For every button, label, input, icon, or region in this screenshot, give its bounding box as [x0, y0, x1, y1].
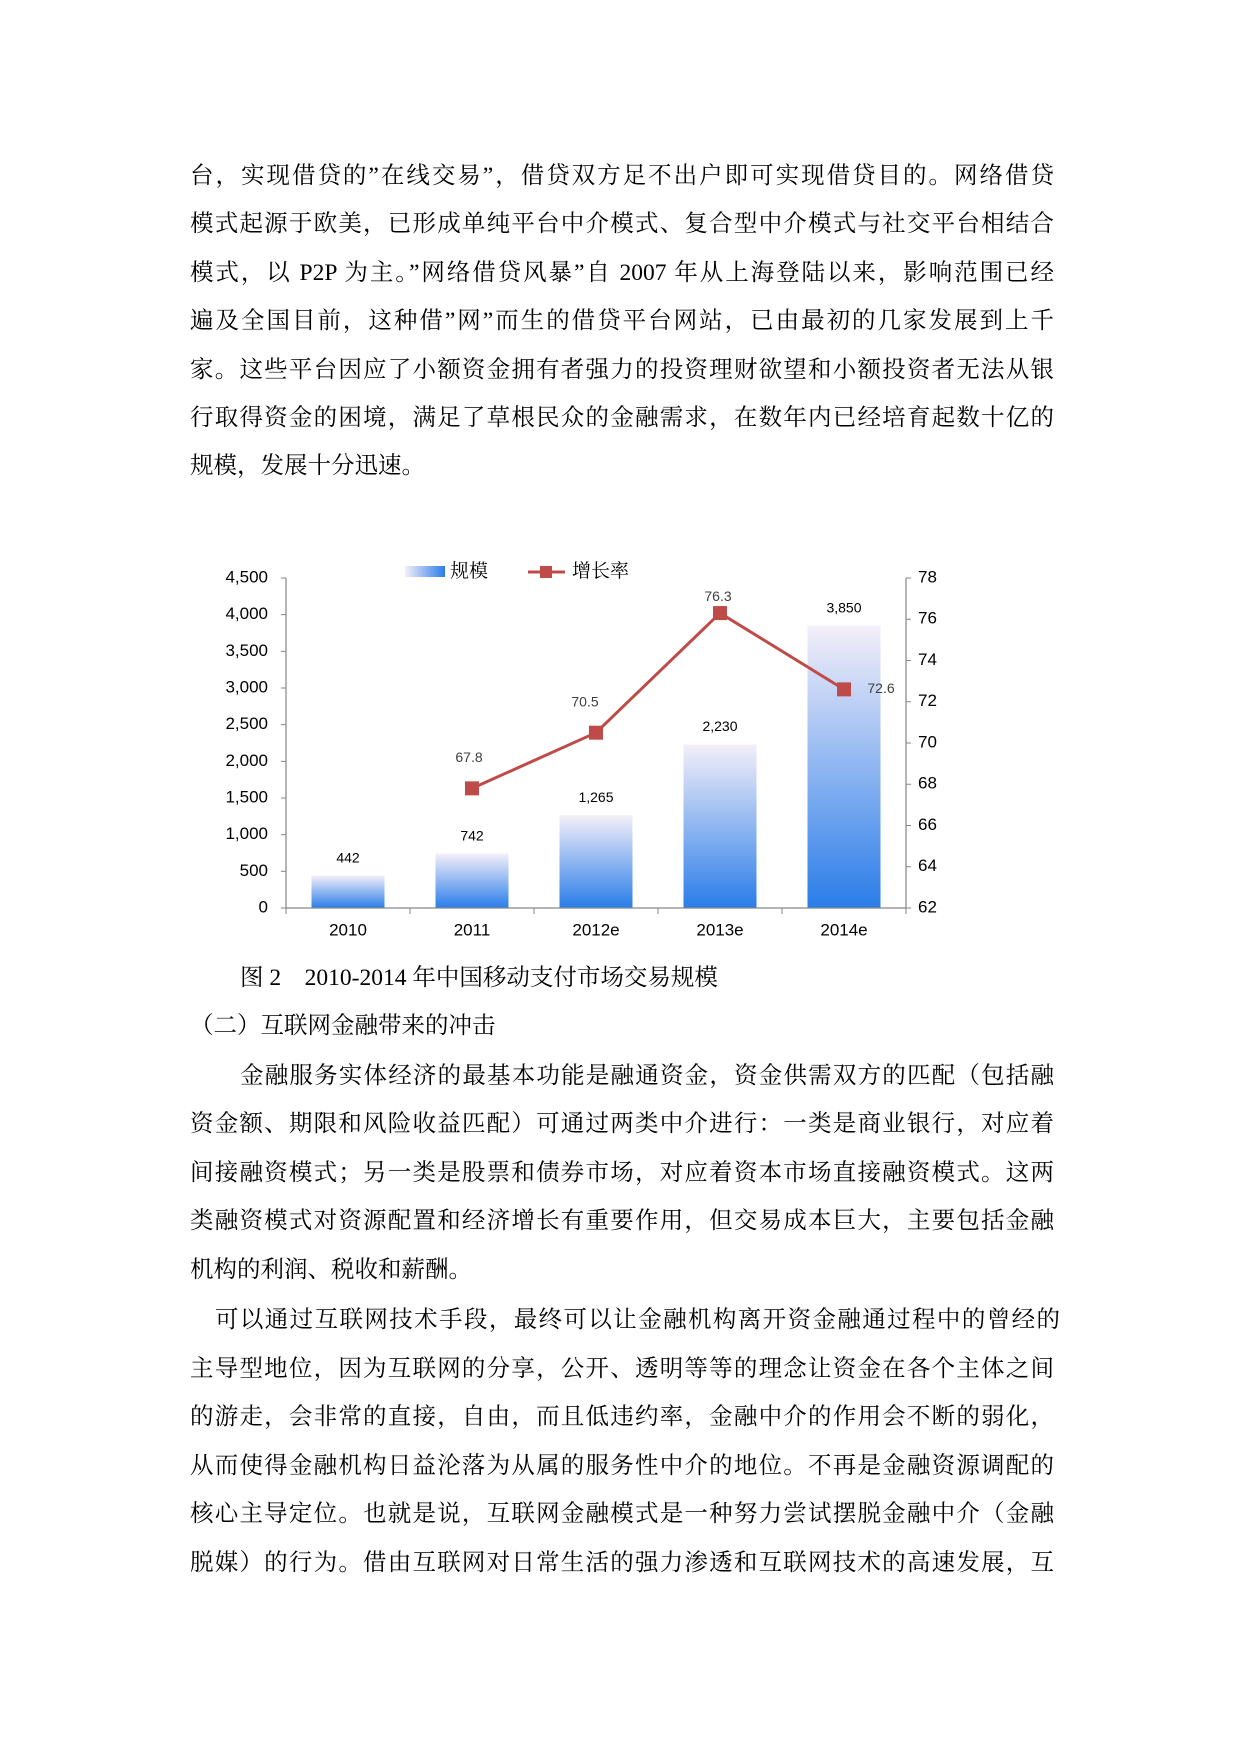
bar-value-label: 2,230 [702, 718, 738, 735]
bar-2013e [684, 744, 757, 908]
right-axis-tick-label: 68 [918, 773, 937, 793]
growth-rate-value-label: 72.6 [867, 680, 895, 697]
section-heading: （二）互联网金融带来的冲击 [190, 1013, 496, 1039]
bar-value-label: 742 [460, 827, 484, 844]
bar-2012e [560, 815, 633, 908]
x-axis-label: 2011 [453, 920, 491, 940]
paragraph-line: 规模，发展十分迅速。 [190, 453, 425, 480]
left-axis-tick-label: 4,500 [225, 567, 268, 587]
growth-rate-value-label: 76.3 [704, 587, 732, 604]
right-axis-tick-label: 78 [918, 567, 937, 587]
chart-legend [405, 560, 629, 582]
growth-rate-line [472, 613, 844, 788]
growth-rate-marker [713, 606, 727, 620]
paragraph-line: 从而使得金融机构日益沦落为从属的服务性中介的地位。不再是金融资源调配的 [190, 1452, 1054, 1479]
paragraph-line: 模式起源于欧美，已形成单纯平台中介模式、复合型中介模式与社交平台相结合 [190, 211, 1054, 238]
x-axis-label: 2012e [572, 920, 620, 940]
legend-swatch-bar [405, 566, 445, 577]
growth-rate-value-label: 67.8 [455, 749, 483, 766]
left-axis-tick-label: 4,000 [225, 604, 268, 624]
paragraph-p2p-lending [190, 152, 1054, 491]
paragraph-line: 模式，以 P2P 为主。”网络借贷风暴”自 2007 年从上海登陆以来，影响范围已经 [190, 259, 1054, 286]
paragraph-line: 金融服务实体经济的最基本功能是融通资金，资金供需双方的匹配（包括融 [240, 1063, 1054, 1089]
growth-rate-marker [589, 726, 603, 740]
right-axis-tick-label: 72 [918, 691, 937, 711]
bar-value-label: 442 [336, 849, 360, 866]
growth-rate-marker [465, 781, 479, 795]
bar-2011 [436, 854, 509, 908]
paragraph-line: 间接融资模式；另一类是股票和债券市场，对应着资本市场直接融资模式。这两 [190, 1159, 1054, 1186]
bar-value-label: 1,265 [578, 788, 614, 805]
paragraph-line: 家。这些平台因应了小额资金拥有者强力的投资理财欲望和小额投资者无法从银 [190, 356, 1054, 383]
legend-label-scale: 规模 [450, 561, 489, 583]
paragraph-line: 的游走，会非常的直接，自由，而且低违约率，金融中介的作用会不断的弱化， [190, 1404, 1054, 1430]
paragraph-line: 资金额、期限和风险收益匹配）可通过两类中介进行：一类是商业银行，对应着 [190, 1111, 1054, 1138]
bar-2014e [808, 626, 881, 908]
paragraph-line: 机构的利润、税收和薪酬。 [190, 1256, 472, 1283]
legend-label-growth-rate: 增长率 [572, 561, 630, 583]
x-axis-label: 2013e [696, 920, 744, 940]
right-axis-tick-label: 66 [918, 814, 937, 834]
growth-rate-marker [837, 682, 851, 696]
paragraph-line: 可以通过互联网技术手段，最终可以让金融机构离开资金融通过程中的曾经的 [215, 1307, 1060, 1333]
right-axis-tick-label: 70 [918, 732, 937, 752]
paragraph-disintermediation [190, 1296, 1060, 1587]
left-axis-tick-label: 1,000 [225, 824, 268, 844]
left-axis-tick-label: 3,000 [225, 677, 268, 697]
paragraph-financial-intermediation [190, 1052, 1054, 1294]
bar-value-label: 3,850 [826, 599, 862, 616]
paragraph-line: 脱媒）的行为。借由互联网对日常生活的强力渗透和互联网技术的高速发展，互 [190, 1549, 1054, 1576]
left-axis-tick-label: 0 [258, 897, 268, 917]
paragraph-line: 核心主导定位。也就是说，互联网金融模式是一种努力尝试摆脱金融中介（金融 [190, 1501, 1054, 1527]
mobile-payment-scale-chart [200, 545, 960, 955]
left-axis-tick-label: 500 [239, 860, 268, 880]
right-axis-tick-label: 62 [918, 897, 937, 917]
figure-caption: 图 2 2010-2014 年中国移动支付市场交易规模 [240, 965, 718, 991]
legend-marker [540, 566, 552, 578]
bar-2010 [312, 876, 385, 908]
paragraph-line: 行取得资金的困境，满足了草根民众的金融需求，在数年内已经培育起数十亿的 [190, 404, 1054, 431]
paragraph-line: 主导型地位，因为互联网的分享，公开、透明等等的理念让资金在各个主体之间 [190, 1355, 1054, 1382]
x-axis-label: 2010 [329, 920, 367, 940]
right-axis-tick-label: 74 [918, 649, 937, 669]
left-axis-tick-label: 2,500 [225, 714, 268, 734]
paragraph-line: 台，实现借贷的”在线交易”，借贷双方足不出户即可实现借贷目的。网络借贷 [190, 163, 1054, 189]
left-axis-tick-label: 3,500 [225, 640, 268, 660]
left-axis-tick-label: 2,000 [225, 750, 268, 770]
right-axis-tick-label: 64 [918, 856, 937, 876]
right-axis-tick-label: 76 [918, 608, 937, 628]
paragraph-line: 遍及全国目前，这种借”网”而生的借贷平台网站，已由最初的几家发展到上千 [190, 308, 1054, 335]
x-axis-label: 2014e [820, 920, 868, 940]
growth-rate-value-label: 70.5 [571, 693, 599, 710]
paragraph-line: 类融资模式对资源配置和经济增长有重要作用，但交易成本巨大，主要包括金融 [190, 1208, 1054, 1235]
left-axis-tick-label: 1,500 [225, 787, 268, 807]
